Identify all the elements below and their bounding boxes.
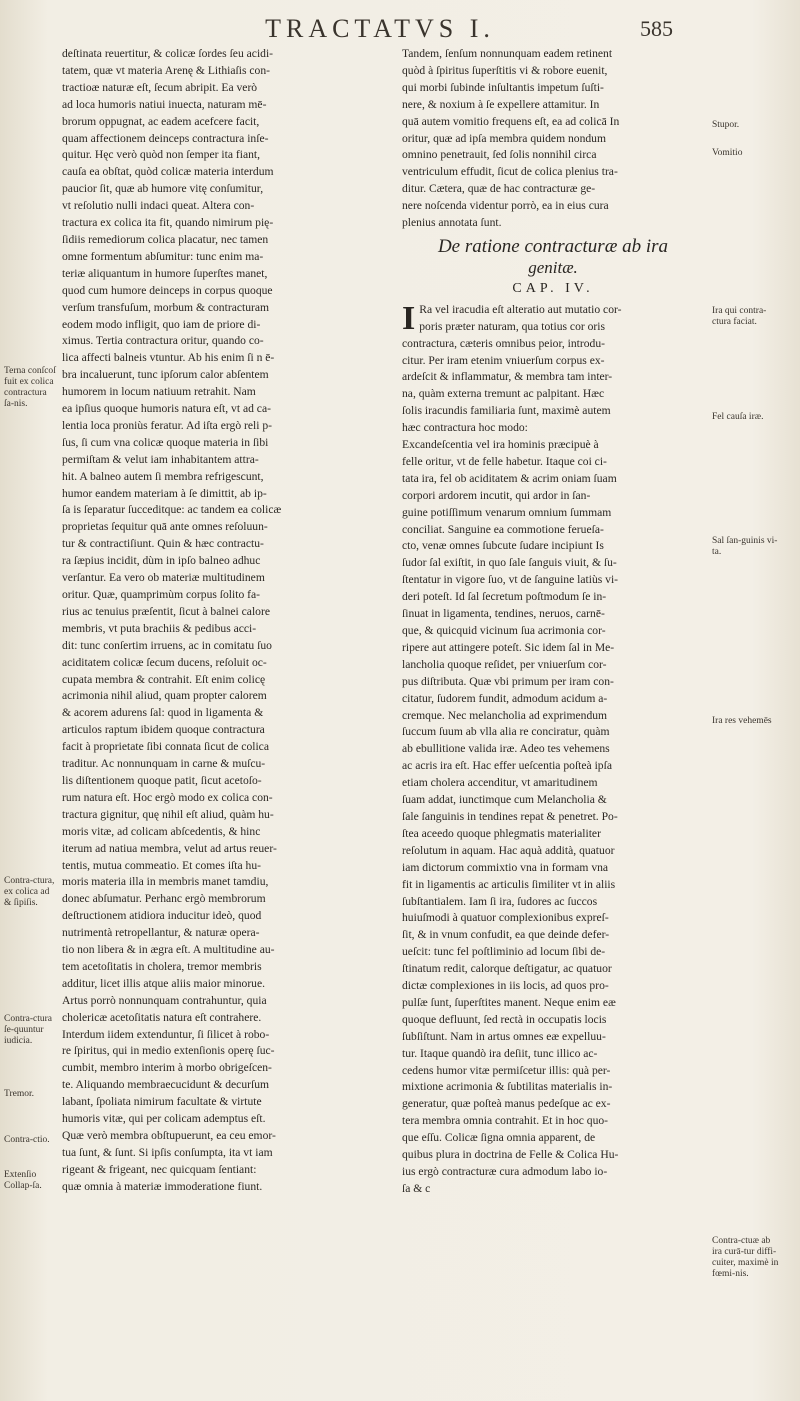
text-line: ac acris ira eſt. Hac effer ueſcentia poſteà ipſa	[402, 759, 612, 773]
text-line: tera membra omnia contrahit. Et in hoc quo-	[402, 1114, 609, 1128]
margin-note: Vomitio	[712, 148, 743, 158]
text-line: tractura gignitur, quę nihil eſt aliud, quàm hu-	[62, 807, 274, 821]
text-line: ſtentatur in vigore ſuo, vt de ſanguine latiùs vi-	[402, 573, 619, 587]
text-line: deſtinata reuertitur, & colicæ ſordes ſeu acidi-	[62, 47, 274, 60]
text-line: te. Aliquando membraecucidunt & decurſum	[62, 1078, 270, 1092]
text-line: rum natura eſt. Hoc ergò modo ex colica con-	[62, 790, 273, 804]
text-line: Interdum iidem extenduntur, ſi ſilicet à robo-	[62, 1027, 270, 1041]
text-line: Excandeſcentia vel ira hominis præcipuè à	[402, 438, 599, 452]
text-line: corpori ardorem incutit, qui ardor in ſan-	[402, 488, 591, 502]
text-line: quam affectionem deinceps contractura inſe-	[62, 131, 269, 145]
text-line: paucior ſit, quæ ab humore vitę conſumitur,	[62, 182, 264, 196]
text-line: Tandem, ſenſum nonnunquam eadem retinent	[402, 47, 613, 60]
text-line: quòd à ſpiritus ſuperſtitis vi & robore euenit,	[402, 63, 608, 77]
text-line: ad loca humoris natiui inuecta, naturam mē-	[62, 97, 267, 111]
text-line: humorem in locum natiuum retrahit. Nam	[62, 385, 256, 399]
text-line: quibus plura in doctrina de Felle & Colica Hu-	[402, 1148, 619, 1162]
text-line: labant, ſpoliata nimirum facultate & virtute	[62, 1095, 262, 1109]
text-line: quā autem vomitio frequens eſt, ea ad colicā In	[402, 114, 620, 128]
text-line: citur. Per iram etenim vniuerſum corpus ex-	[402, 353, 605, 367]
text-line: permiſtam & velut iam inhabitantem attra-	[62, 452, 259, 466]
text-line: verſum transfuſum, morbum & contracturam	[62, 300, 270, 314]
text-line: oritur, quæ ad ipſa membra quidem nondum	[402, 131, 606, 145]
text-line: poris præter naturam, qua totius cor oris	[419, 319, 606, 333]
text-line: reſolutum in aquam. Hac aquà addità, quatuor	[402, 843, 615, 857]
text-line: omne formentum abſumitur: tunc enim ma-	[62, 249, 264, 263]
text-line: lentia loca proniùs feratur. Ad iſta ergò reli p-	[62, 418, 273, 432]
text-line: pulſæ ſunt, ſuperſtites manent. Neque enim eæ	[402, 995, 616, 1009]
right-column-bottom-text	[402, 299, 704, 1198]
text-line: tractura ex colica ita fit, quando nimirum pię-	[62, 216, 274, 230]
text-line: huiuſmodi à quatuor complexionibus expreſ-	[402, 911, 609, 925]
text-line: vt reſolutio nulli indaci queat. Altera con-	[62, 199, 255, 213]
right-column-top-text	[402, 46, 704, 232]
text-line: conciliat. Sanguine ea commotione ferueſa-	[402, 522, 604, 536]
page-number: 585	[640, 16, 673, 41]
text-line: ditur. Cætera, quæ de hac contracturæ ge-	[402, 182, 596, 196]
text-line: quoque defluunt, ſed rectà in occupatis locis	[402, 1012, 607, 1026]
text-line: aciditatem colicæ ſecum ducens, reſoluit oc-	[62, 655, 267, 669]
text-line: quod cum humore deinceps in corpus quoque	[62, 283, 273, 297]
margin-note: Extenſio Collap-ſa.	[4, 1170, 42, 1191]
text-line: ſolis iracundis familiaria ſunt, maximè autem	[402, 404, 611, 418]
text-line: tatem, quæ vt materia Arenę & Lithiaſis con-	[62, 63, 270, 77]
text-line: lica affecti balneis vtuntur. Ab his enim ſi n ē-	[62, 351, 275, 365]
text-line: ueſcit: tunc fel poſtliminio ad locum ſibi de-	[402, 945, 606, 959]
text-line: ſidiis remediorum colica placatur, nec tamen	[62, 232, 269, 246]
text-line: ardeſcit & inflammatur, & membra tam inter-	[402, 370, 613, 384]
text-line: hit. A balneo autem ſi membra refrigescunt,	[62, 469, 264, 483]
text-line: nutrimentà retropellantur, & naturæ opera-	[62, 926, 260, 940]
margin-note: Contra-ctuæ ab ira curā-tur diffi-cuiter, maximè in fœmi-nis.	[712, 1236, 779, 1279]
text-line: qui morbi ſubinde inſultantis impetum ſuſti-	[402, 80, 604, 94]
text-line: & acorem adurens ſal: quod in ligamenta &	[62, 706, 264, 720]
text-line: ea ipſius quoque humoris natura eſt, vt ad ca-	[62, 402, 271, 416]
text-line: Ra vel iracudia eſt alteratio aut mutatio cor-	[419, 302, 622, 316]
text-line: guine potiſſimum venarum omnium ſummam	[402, 505, 612, 519]
text-line: ventriculum effudit, ſicut de colica plenius tra-	[402, 165, 618, 179]
text-line: lis diſtentionem quoque patit, ſicut acetoſo-	[62, 773, 262, 787]
text-line: plenius annotata ſunt.	[402, 216, 502, 230]
text-line: cupata membra & contrahit. Eſt enim colicę	[62, 672, 266, 686]
margin-note: Tremor.	[4, 1089, 35, 1099]
text-line: ius ergò contracturæ cura admodum labo io-	[402, 1165, 608, 1178]
text-line: teriæ aliquantum in humore ſuperſtes manet,	[62, 266, 268, 280]
text-line: cedens humor vitæ permiſcetur illis: quà per-	[402, 1063, 611, 1077]
text-line: donec abſumatur. Perhanc ergò membrorum	[62, 892, 266, 906]
text-line: moris vitæ, ad colicam abſcedentis, & hinc	[62, 824, 261, 838]
text-line: traditur. Ac nonnunquam in carne & muſcu-	[62, 757, 266, 771]
text-line: cholericæ acetoſitatis natura eſt contrahere.	[62, 1010, 262, 1024]
text-line: eodem modo infligit, quo iam de priore di-	[62, 317, 261, 331]
text-line: ſinuat in ligamenta, tendines, neruos, carnē-	[402, 607, 605, 621]
margin-note: Contra-ctio.	[4, 1135, 50, 1145]
text-line: tata ira, fel ob aciditatem & acrim oniam ſuam	[402, 471, 617, 485]
text-line: mixtione acrimonia & ſubtilitas materialis in-	[402, 1080, 613, 1094]
margin-note: Contra-ctura ſe-quuntur iudicia.	[4, 1014, 53, 1046]
text-line: dit: tunc conſertim irruens, ac in comitatu ſuo	[62, 638, 272, 652]
text-line: generatur, quæ poſteà manus pedeſque ac ex-	[402, 1097, 611, 1111]
text-line: ſubſtantialem. Iam ſi ira, ſudores ac ſuccos	[402, 894, 598, 908]
text-line: tentis, mutua commeatio. Et comes iſta hu-	[62, 858, 261, 872]
margin-note: Ira res vehemēs	[712, 716, 772, 726]
text-line: citatur, ſudorem fundit, admodum acidum a-	[402, 691, 608, 705]
text-line: oritur. Quæ, quamprimùm corpus ſolito fa-	[62, 588, 261, 601]
text-line: pus diſtributa. Quæ vbi primum per iram con-	[402, 674, 614, 688]
text-line: nere, & noxium à ſe expellere attamitur. In	[402, 97, 600, 111]
text-line: iam dictorum commixtio vna in formam vna	[402, 860, 609, 874]
text-line: deri poteſt. Id ſal ſecretum poſtmodum ſe in-	[402, 590, 607, 604]
text-line: que eſſu. Colicæ ſigna omnia apparent, de	[402, 1131, 596, 1145]
margin-note: Ira qui contra-ctura faciat.	[712, 306, 767, 327]
text-line: etiam cholera accenditur, vt amaritudinem	[402, 776, 598, 790]
text-line: proprietas ſequitur quā ante omnes reſoluun-	[62, 520, 268, 534]
text-line: tur & contractiſiunt. Quin & hæc contractu-	[62, 537, 264, 551]
text-line: que, & quicquid vicinum ſua acrimonia cor-	[402, 624, 606, 637]
text-line: ſuam addat, iunctimque cum Melancholia &	[402, 793, 607, 807]
text-line: rigeant & frigeant, nec quicquam ſentiant:	[62, 1162, 257, 1176]
text-line: ſit, & in vnum confudit, ea que deinde defer-	[402, 928, 610, 942]
text-line: deſtructionem atidiora inducitur ideò, quod	[62, 909, 262, 923]
margin-note: Contra-ctura, ex colica ad & ſipiſis.	[4, 876, 55, 908]
text-line: re ſpiritus, qui in medio extenſionis operę ſuc-	[62, 1044, 275, 1058]
margin-note: Terna conſcoſ fuit ex colica contractura ſa-nis.	[4, 366, 56, 409]
text-line: brorum oppugnat, ac eadem acefcere facit,	[62, 114, 260, 128]
text-line: articulos raptum ibidem quoque contractura	[62, 723, 265, 737]
text-line: ximus. Tertia contractura oritur, quando co-	[62, 334, 264, 348]
text-line: facit à proprietate ſibi connata ſicut de colica	[62, 740, 269, 754]
text-line: cauſa ea obſtat, quòd colicæ materia interdum	[62, 165, 274, 179]
text-line: omnino penetrauit, ſed ſolis nonnihil circa	[402, 148, 597, 162]
running-title: TRACTATVS I.	[265, 14, 495, 43]
page-header	[0, 14, 800, 48]
text-line: ſa & c	[402, 1181, 431, 1195]
text-line: humoris vitæ, qui per colicam ademptus eſt.	[62, 1112, 266, 1126]
margin-note: Sal ſan-guinis vi-ta.	[712, 536, 778, 557]
text-line: bra incaluerunt, tunc ipſorum calor abſentem	[62, 368, 269, 382]
text-line: cto, venæ omnes ſubcute ſudare incipiunt Is	[402, 539, 604, 553]
drop-capital: I	[402, 299, 416, 337]
text-line: membris, vt puta brachiis & pedibus acci-	[62, 621, 257, 635]
text-line: hæc contractura hoc modo:	[402, 421, 528, 435]
text-line: additur, licet illis atque aliis maior minorue.	[62, 976, 266, 990]
text-line: iterum ad natiua membra, velut ad artus reuer-	[62, 841, 277, 855]
chapter-number: CAP. IV.	[512, 280, 594, 296]
left-column	[62, 46, 368, 1196]
chapter-heading: De ratione contracturæ ab ira	[437, 235, 669, 257]
text-line: ſus, ſi cum vna colicæ quoque materia in ſibi	[62, 435, 269, 449]
text-line: Quæ verò membra obſtupuerunt, ea ceu emor-	[62, 1129, 276, 1142]
text-line: dictæ complexiones in iis locis, ad quos pro-	[402, 979, 609, 993]
text-line: ra ſæpius incidit, dùm in ipſo balneo adhuc	[62, 554, 261, 568]
text-line: ab ebullitione valida iræ. Adeo tes vehemens	[402, 742, 610, 756]
text-line: cumbit, membro interim à morbo obrigeſcen-	[62, 1061, 272, 1075]
margin-note: Stupor.	[712, 120, 740, 130]
text-line: ſuccum ſuum ab vlla alia re conciratur, quàm	[402, 725, 610, 739]
text-line: tur. Itaque quandò ira deſiit, tunc illico ac-	[402, 1046, 598, 1060]
text-line: tem acetoſitatis in cholera, tremor membris	[62, 959, 262, 973]
text-line: Artus porrò nonnunquam contrahuntur, quia	[62, 993, 267, 1007]
text-line: felle oritur, vt de felle habetur. Itaque coi ci-	[402, 454, 607, 468]
text-line: ripere aut attingere poteſt. Sic idem ſal in Me-	[402, 640, 615, 654]
text-line: ſa is ſeparatur ſucceditque: ac tandem ea colicæ	[62, 503, 282, 517]
margin-note: Fel cauſa iræ.	[712, 412, 764, 422]
text-line: quitur. Hęc verò quòd non ſemper ita fiant,	[62, 148, 261, 162]
text-line: acrimonia nihil aliud, quam propter calorem	[62, 689, 267, 703]
text-line: fit in ligamentis ac articulis ſimiliter vt in aliis	[402, 877, 616, 891]
text-line: na, quàm externa tremunt ac palpitant. Hæc	[402, 387, 605, 401]
text-line: ſale ſanguinis in tendines repat & penetret. Po-	[402, 809, 618, 823]
text-line: tua ſunt, & ſunt. Si ipſis conſumpta, ita vt iam	[62, 1145, 273, 1159]
text-line: ſudor ſal exiſtit, in quo ſale ſanguis viuit, & ſu-	[402, 556, 617, 570]
text-line: verſantur. Ea vero ob materiæ multitudinem	[62, 571, 265, 585]
text-line: ſtinatum redit, calorque deſtigatur, ac quatuor	[402, 962, 612, 976]
text-line: contractura, cæteris omnibus peior, introdu-	[402, 336, 606, 350]
text-line: ſubſiſtunt. Nam in artus omnes eæ expelluu-	[402, 1029, 606, 1043]
chapter-heading-continued: genitæ.	[528, 257, 578, 277]
text-line: moris materia illa in membris manet tamdiu,	[62, 875, 269, 889]
text-line: lancholia quoque reſidet, per vniuerſum cor-	[402, 657, 607, 671]
text-line: humor eandem materiam à ſe dimittit, ab ip-	[62, 486, 267, 500]
text-line: nere noſcenda videntur porrò, ea in eius cura	[402, 199, 609, 213]
text-line: tractioæ naturæ eſt, ſecum abripit. Ea verò	[62, 80, 258, 94]
text-line: cremque. Nec melancholia ad exprimendum	[402, 708, 608, 722]
text-line: ſtea aceedo quoque phlegmatis materialiter	[402, 826, 601, 840]
right-column	[402, 46, 704, 1198]
text-line: quæ omnia à materiæ immoderatione fiunt.	[62, 1179, 263, 1193]
text-line: rius ac tenuius præſentit, ſicut à balnei calore	[62, 604, 270, 618]
text-line: tio non libera & in ægra eſt. A multitudine au-	[62, 943, 275, 957]
